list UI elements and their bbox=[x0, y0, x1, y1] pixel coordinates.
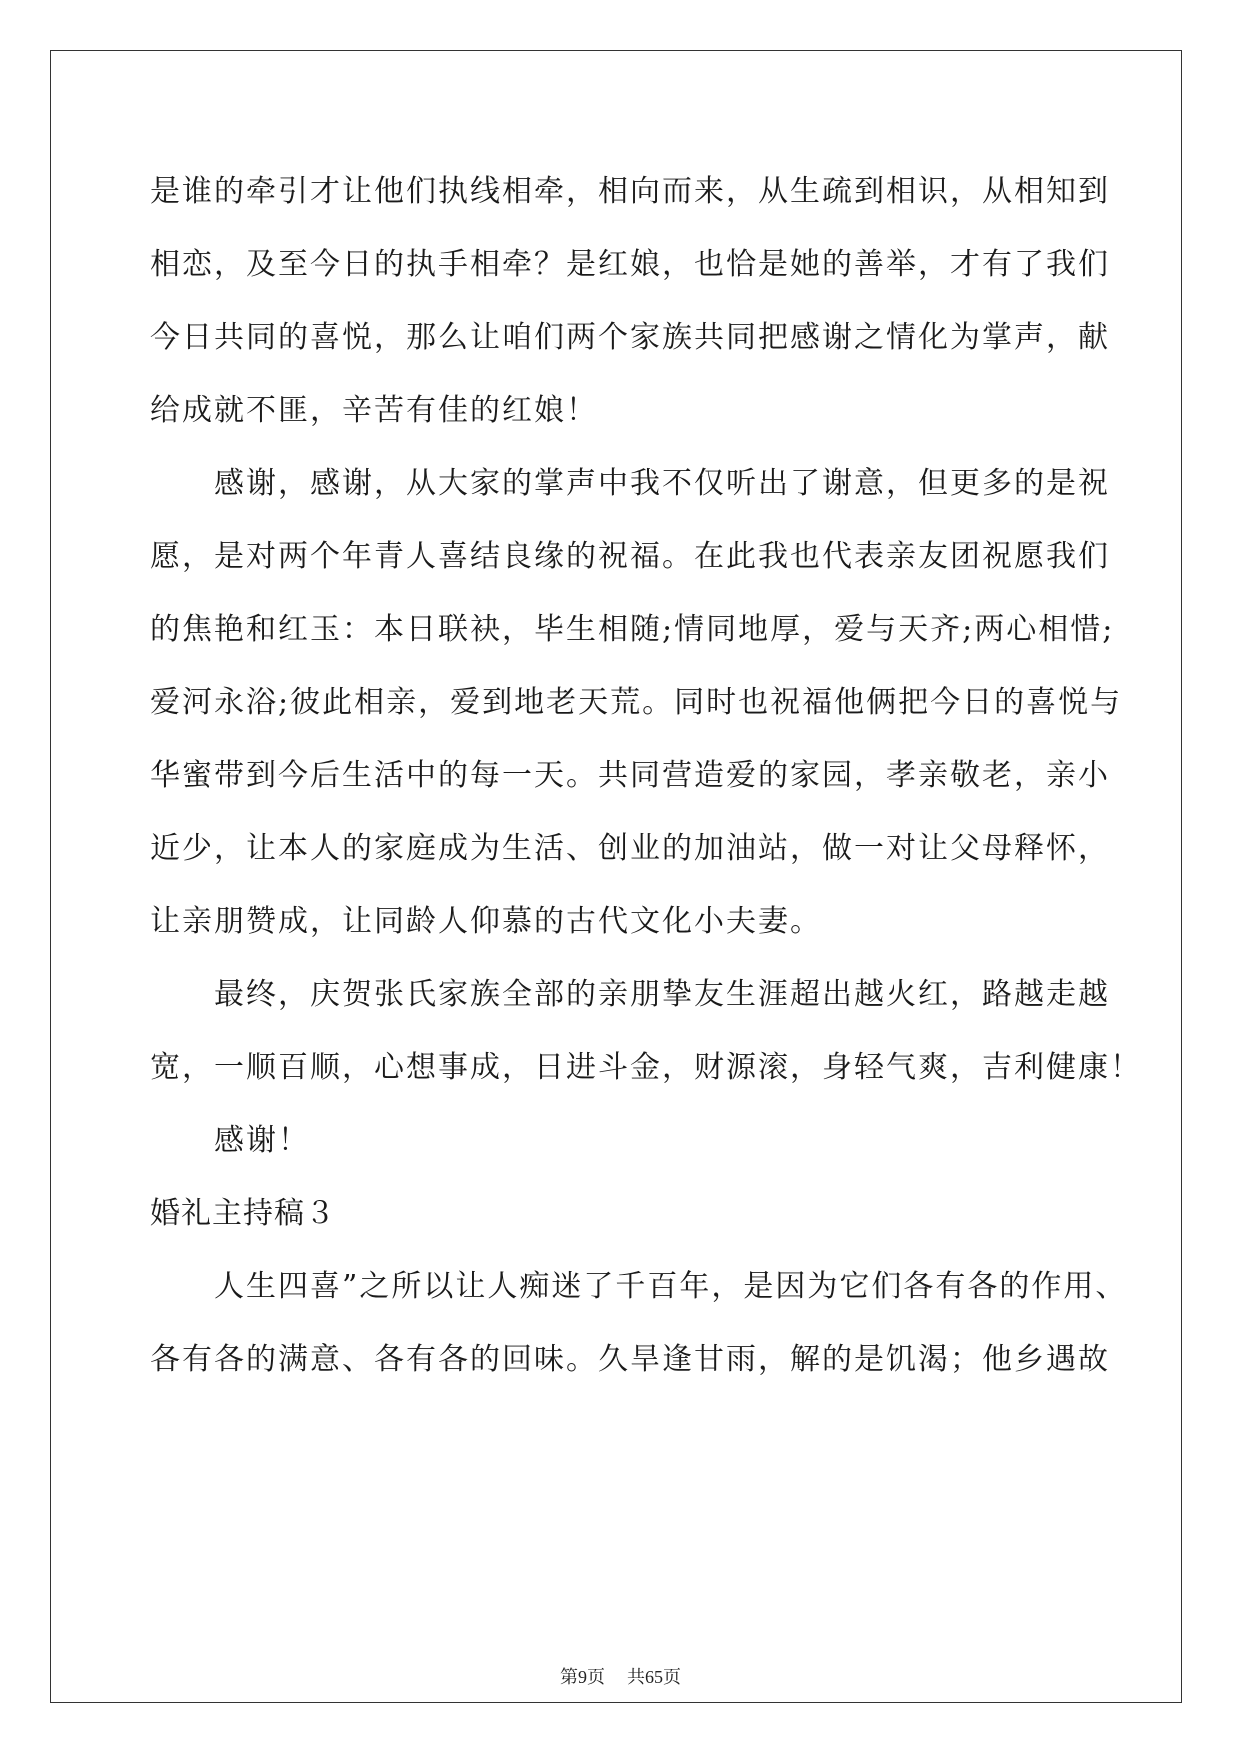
text-line: 宽，一顺百顺，心想事成，日进斗金，财源滚，身轻气爽，吉利健康！ bbox=[150, 1050, 1142, 1085]
text-line: 愿，是对两个年青人喜结良缘的祝福。在此我也代表亲友团祝愿我们 bbox=[150, 539, 1110, 574]
text-line: 近少，让本人的家庭成为生活、创业的加油站，做一对让父母释怀， bbox=[150, 831, 1110, 866]
text-line: 各有各的满意、各有各的回味。久旱逢甘雨，解的是饥渴；他乡遇故 bbox=[150, 1342, 1110, 1377]
text-line: 相恋，及至今日的执手相牵？是红娘，也恰是她的善举，才有了我们 bbox=[150, 247, 1110, 282]
page-footer bbox=[0, 1665, 1241, 1689]
page-total: 共65页 bbox=[627, 1667, 681, 1687]
text-line: 最终，庆贺张氏家族全部的亲朋挚友生涯超出越火红，路越走越 bbox=[214, 977, 1110, 1012]
text-line: 今日共同的喜悦，那么让咱们两个家族共同把感谢之情化为掌声，献 bbox=[150, 320, 1110, 355]
text-line: 给成就不匪，辛苦有佳的红娘！ bbox=[150, 393, 598, 428]
page-number: 第9页 bbox=[560, 1667, 605, 1687]
text-line: 爱河永浴;彼此相亲，爱到地老天荒。同时也祝福他俩把今日的喜悦与 bbox=[150, 685, 1123, 720]
text-line: 感谢！ bbox=[214, 1123, 310, 1158]
text-line: 华蜜带到今后生活中的每一天。共同营造爱的家园，孝亲敬老，亲小 bbox=[150, 758, 1110, 793]
text-line: 让亲朋赞成，让同龄人仰慕的古代文化小夫妻。 bbox=[150, 904, 822, 939]
section-heading: 婚礼主持稿３ bbox=[150, 1196, 336, 1231]
text-line: 人生四喜”之所以让人痴迷了千百年，是因为它们各有各的作用、 bbox=[214, 1269, 1128, 1304]
text-line: 感谢，感谢，从大家的掌声中我不仅听出了谢意，但更多的是祝 bbox=[214, 466, 1110, 501]
page-border bbox=[50, 50, 1182, 1703]
text-line: 的焦艳和红玉：本日联袂，毕生相随;情同地厚，爱与天齐;两心相惜; bbox=[150, 612, 1115, 647]
text-line: 是谁的牵引才让他们执线相牵，相向而来，从生疏到相识，从相知到 bbox=[150, 174, 1110, 209]
